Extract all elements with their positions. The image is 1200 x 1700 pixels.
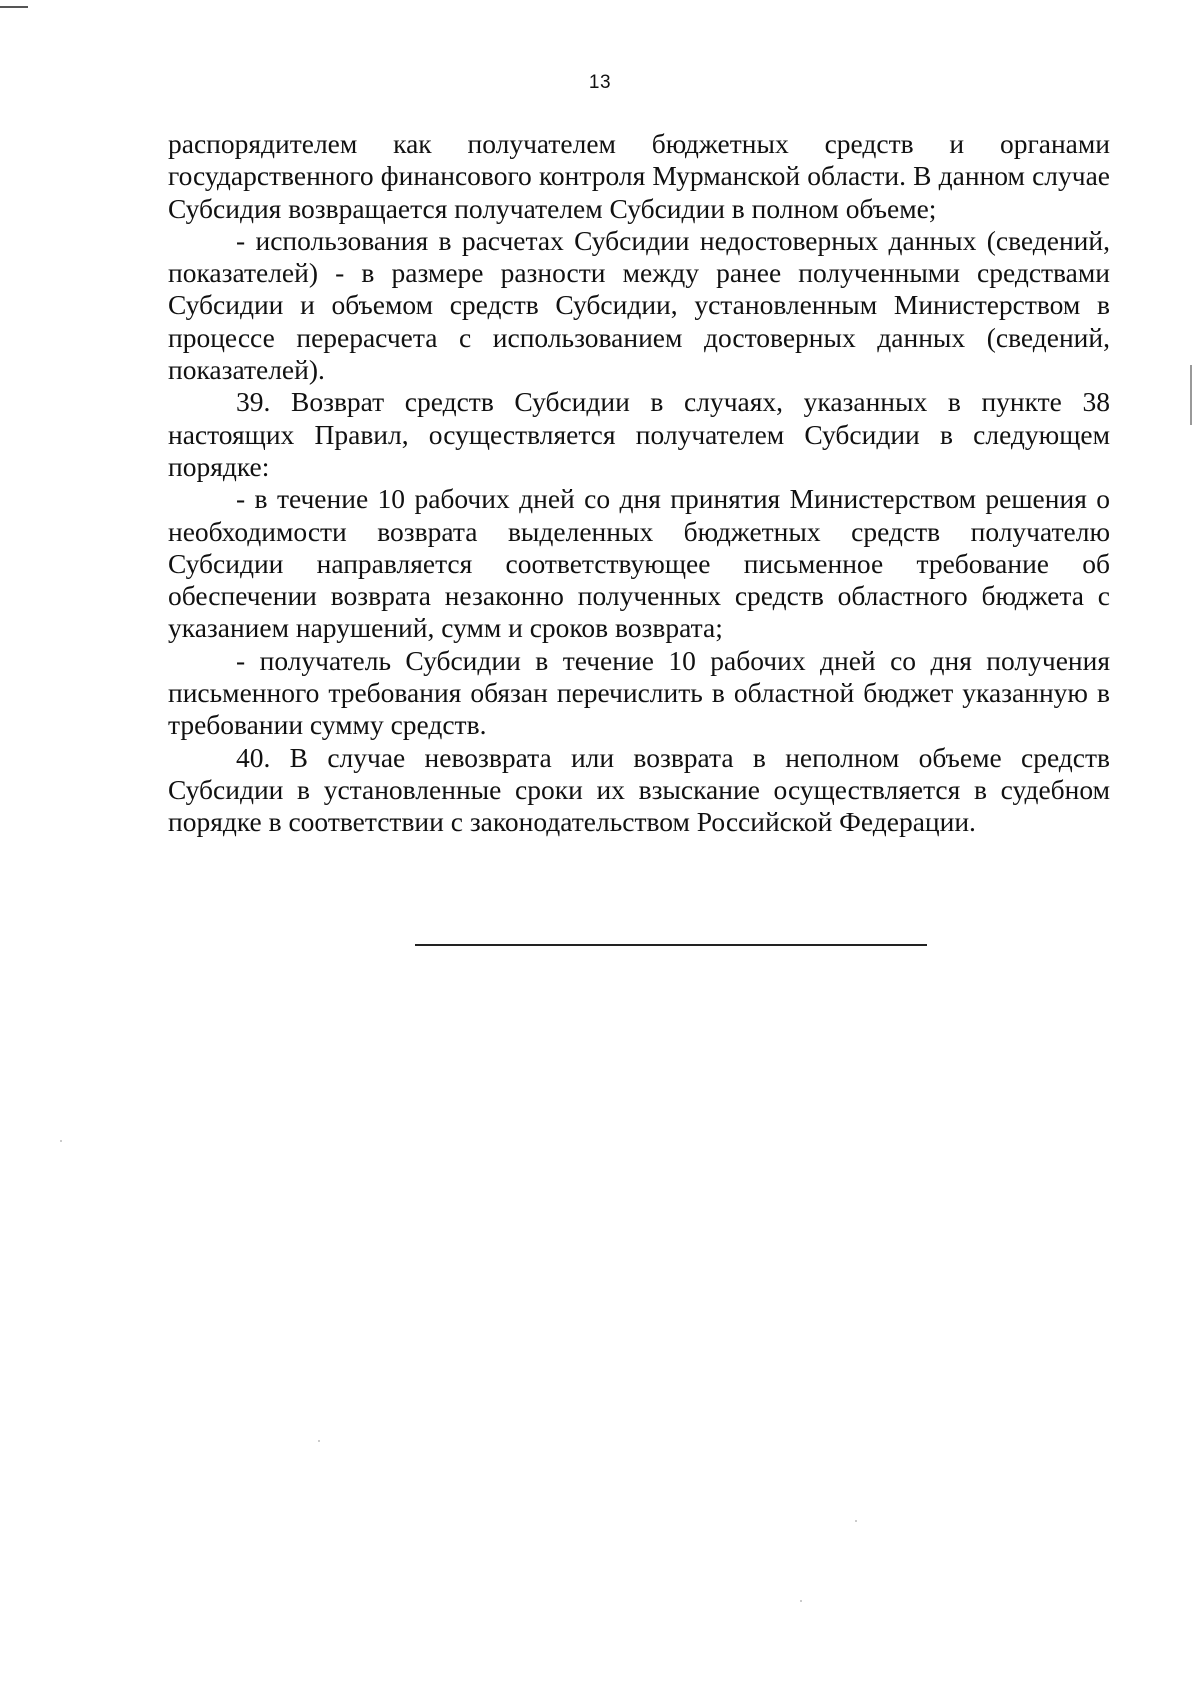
scan-speck: [855, 1520, 857, 1522]
paragraph-clause-39-item-1: - в течение 10 рабочих дней со дня принятия Министерством решения о необходимости возврата выделенных бюджетных средств получателю Субсидии направляется соответствующее письменное требование об обеспечении возврата незаконно полученных средств областного бюджета с указанием нарушений, сумм и сроков возврата;: [168, 483, 1110, 644]
paragraph-unreliable-data: - использования в расчетах Субсидии недостоверных данных (сведений, показателей) - в размере разности между ранее полученными средствами Субсидии и объемом средств Субсидии, установленным Министерством в процессе перерасчета с использованием достоверных данных (сведений, показателей).: [168, 224, 1110, 386]
paragraph-continuation: распорядителем как получателем бюджетных средств и органами государственного финансового контроля Мурманской области. В данном случае Субсидия возвращается получателем Субсидии в полном объеме;: [168, 128, 1110, 224]
paragraph-clause-39: 39. Возврат средств Субсидии в случаях, указанных в пункте 38 настоящих Правил, осуществляется получателем Субсидии в следующем порядке:: [168, 386, 1110, 482]
closing-rule: [415, 944, 927, 946]
paragraph-clause-40: 40. В случае невозврата или возврата в неполном объеме средств Субсидии в установленные сроки их взыскание осуществляется в судебном порядке в соответствии с законодательством Российской Федерации.: [168, 741, 1110, 838]
scan-artifact-right: [1190, 365, 1192, 425]
paragraph-clause-39-item-2: - получатель Субсидии в течение 10 рабочих дней со дня получения письменного требования обязан перечислить в областной бюджет указанную в требовании сумму средств.: [168, 644, 1110, 741]
scan-speck: [318, 1440, 320, 1442]
scan-speck: [60, 1140, 62, 1142]
page-number: 13: [588, 72, 612, 93]
scan-artifact-top: [0, 6, 28, 8]
document-body: [168, 128, 1110, 839]
scan-speck: [800, 1600, 802, 1602]
